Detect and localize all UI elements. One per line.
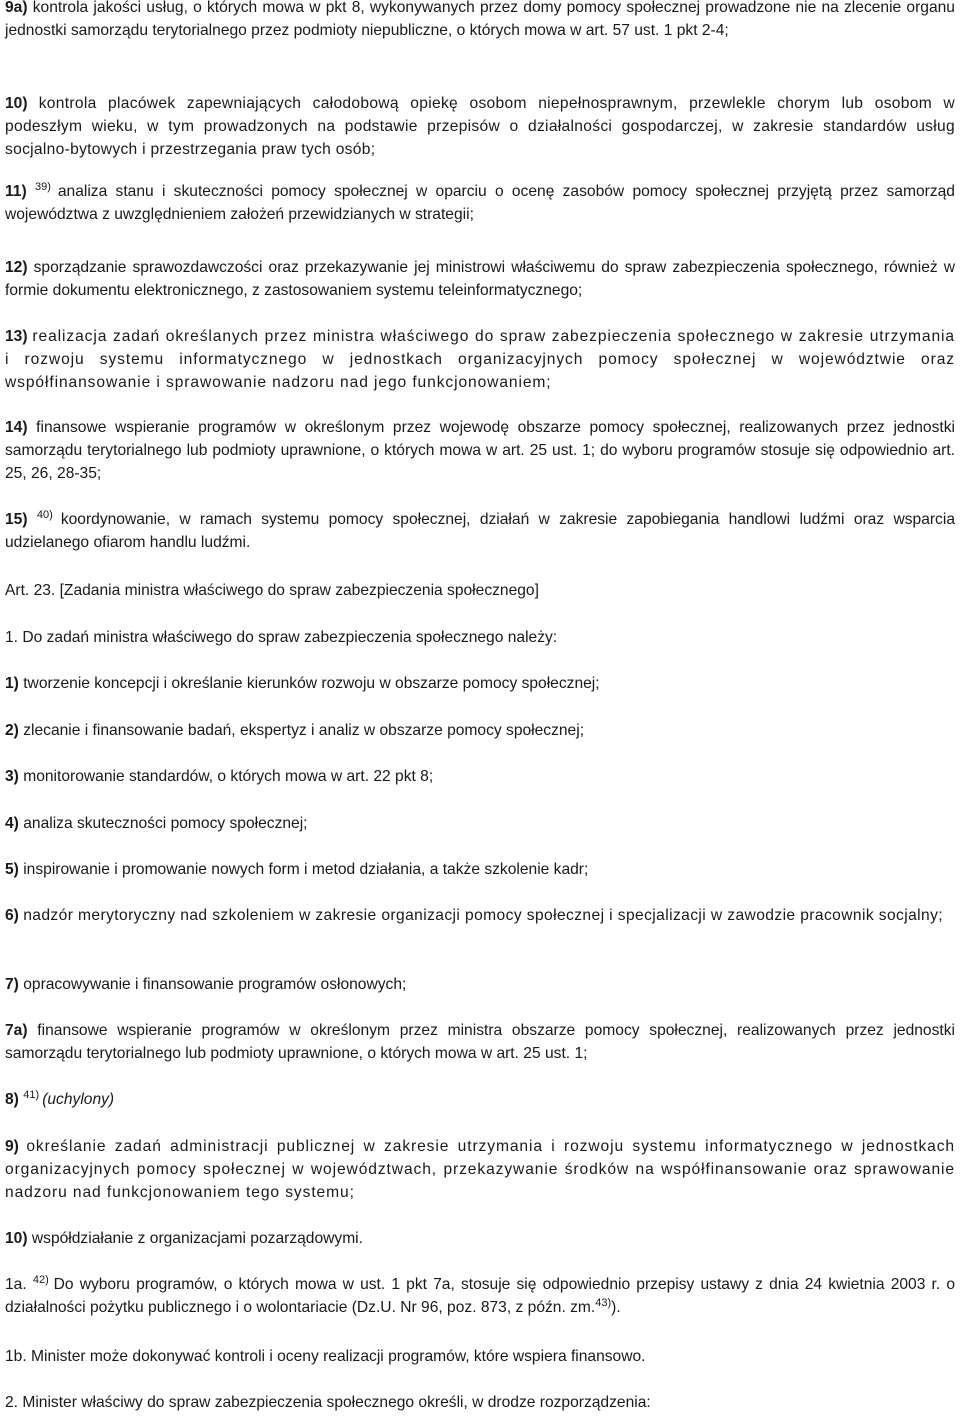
item-2 bbox=[5, 719, 955, 742]
article-title: Art. 23. [Zadania ministra właściwego do spraw zabezpieczenia społecznego] bbox=[5, 582, 539, 599]
item-number: 9) bbox=[5, 1138, 19, 1155]
section-1b bbox=[5, 1345, 955, 1368]
item-4 bbox=[5, 812, 955, 835]
item-text: (uchylony) bbox=[42, 1091, 115, 1108]
item-text: 1b. Minister może dokonywać kontroli i oceny realizacji programów, które wspiera finansowo. bbox=[5, 1348, 646, 1365]
item-number: 9a) bbox=[5, 0, 28, 16]
item-text: analiza stanu i skuteczności pomocy społecznej w oparciu o ocenę zasobów pomocy społecznej przyjętą przez samorząd województwa z uwzględnieniem założeń przewidzianych w strategii; bbox=[5, 183, 955, 223]
item-3 bbox=[5, 765, 955, 788]
item-text: analiza skuteczności pomocy społecznej; bbox=[23, 815, 308, 832]
item-text: kontrola placówek zapewniających całodobową opiekę osobom niepełnosprawnym, przewlekle chorym lub osobom w podeszłym wieku, w tym prowadzonych na podstawie przepisów o działalności gospodarczej, w zakresie standardów usług socjalno-bytowych i przestrzegania praw tych osób; bbox=[5, 95, 955, 158]
item-1 bbox=[5, 672, 955, 695]
item-text: określanie zadań administracji publicznej w zakresie utrzymania i rozwoju systemu informatycznego w jednostkach organizacyjnych pomocy społecznej w województwach, przekazywanie środków na współfinansowanie oraz sprawowanie nadzoru nad funkcjonowaniem tego systemu; bbox=[5, 1138, 955, 1201]
item-number: 10) bbox=[5, 95, 28, 112]
item-text: 1. Do zadań ministra właściwego do spraw zabezpieczenia społecznego należy: bbox=[5, 629, 558, 646]
footnote-ref-2: 43) bbox=[595, 1297, 612, 1309]
item-text: Do wyboru programów, o których mowa w ust. 1 pkt 7a, stosuje się odpowiednio przepisy ustawy z dnia 24 kwietnia 2003 r. o działalności pożytku publicznego i o wolontariacie (Dz.U. Nr 96, poz. 873, z późn. zm. bbox=[5, 1276, 956, 1316]
item-text: inspirowanie i promowanie nowych form i metod działania, a także szkolenie kadr; bbox=[23, 861, 589, 878]
item-number: 5) bbox=[5, 861, 19, 878]
item-text: współdziałanie z organizacjami pozarządowymi. bbox=[31, 1230, 363, 1247]
item-number: 8) bbox=[5, 1091, 19, 1108]
item-text: finansowe wspieranie programów w określonym przez ministra obszarze pomocy społecznej, realizowanych przez jednostki samorządu terytorialnego lub podmioty uprawnione, o których mowa w art. 25 ust. 1; bbox=[5, 1022, 955, 1062]
paragraph-12 bbox=[5, 256, 955, 302]
item-number: 6) bbox=[5, 907, 19, 924]
item-text: koordynowanie, w ramach systemu pomocy społecznej, działań w zakresie zapobiegania handlowi ludźmi oraz wsparcia udzielanego ofiarom handlu ludźmi. bbox=[5, 511, 955, 551]
item-tail: ). bbox=[611, 1299, 621, 1316]
paragraph-15 bbox=[5, 508, 955, 554]
item-9 bbox=[5, 1135, 955, 1204]
paragraph-13 bbox=[5, 325, 955, 394]
item-7 bbox=[5, 973, 955, 996]
item-text: tworzenie koncepcji i określanie kierunków rozwoju w obszarze pomocy społecznej; bbox=[23, 675, 600, 692]
item-number: 11) bbox=[5, 183, 27, 200]
item-text: 2. Minister właściwy do spraw zabezpieczenia społecznego określi, w drodze rozporządzenia: bbox=[5, 1394, 651, 1411]
item-text: monitorowanie standardów, o których mowa w art. 22 pkt 8; bbox=[23, 768, 434, 785]
section-2 bbox=[5, 1391, 955, 1414]
footnote-ref: 39) bbox=[34, 181, 51, 193]
item-text: finansowe wspieranie programów w określonym przez wojewodę obszarze pomocy społecznej, realizowanych przez jednostki samorządu terytorialnego lub podmioty uprawnione, o których mowa w art. 25 ust. 1; do wyboru programów stosuje się odpowiednio art. 25, 26, 28-35; bbox=[5, 419, 955, 482]
article-heading bbox=[5, 579, 955, 602]
footnote-ref: 42) bbox=[32, 1274, 49, 1286]
paragraph-14 bbox=[5, 416, 955, 485]
item-number: 4) bbox=[5, 815, 19, 832]
item-10 bbox=[5, 1227, 955, 1250]
paragraph-11 bbox=[5, 180, 955, 226]
item-number: 3) bbox=[5, 768, 19, 785]
item-number: 2) bbox=[5, 722, 19, 739]
item-5 bbox=[5, 858, 955, 881]
section-1a bbox=[5, 1273, 955, 1319]
item-6 bbox=[5, 904, 955, 927]
item-number: 15) bbox=[5, 511, 28, 528]
item-number: 12) bbox=[5, 259, 28, 276]
item-number: 14) bbox=[5, 419, 28, 436]
item-number: 1) bbox=[5, 675, 19, 692]
item-text: zlecanie i finansowanie badań, ekspertyz i analiz w obszarze pomocy społecznej; bbox=[23, 722, 585, 739]
footnote-ref: 40) bbox=[36, 509, 53, 521]
item-number: 7) bbox=[5, 976, 19, 993]
item-7a bbox=[5, 1019, 955, 1065]
item-8 bbox=[5, 1088, 955, 1111]
item-number: 10) bbox=[5, 1230, 28, 1247]
paragraph-10 bbox=[5, 92, 955, 161]
section-number: 1a. bbox=[5, 1276, 27, 1293]
item-text: opracowywanie i finansowanie programów osłonowych; bbox=[23, 976, 407, 993]
item-text: sporządzanie sprawozdawczości oraz przekazywanie jej ministrowi właściwemu do spraw zabezpieczenia społecznego, również w formie dokumentu elektronicznego, z zastosowaniem systemu teleinformatycznego; bbox=[5, 259, 955, 299]
item-text: kontrola jakości usług, o których mowa w pkt 8, wykonywanych przez domy pomocy społecznej prowadzone nie na zlecenie organu jednostki samorządu terytorialnego przez podmioty niepubliczne, o których mowa w art. 57 ust. 1 pkt 2-4; bbox=[5, 0, 955, 39]
paragraph-9a bbox=[5, 0, 955, 42]
section-1-intro bbox=[5, 626, 955, 649]
item-number: 7a) bbox=[5, 1022, 28, 1039]
item-text: realizacja zadań określanych przez ministra właściwego do spraw zabezpieczenia społecznego w zakresie utrzymania i rozwoju systemu informatycznego w jednostkach organizacyjnych pomocy społecznej w województwie oraz współfinansowanie i sprawowanie nadzoru nad jego funkcjonowaniem; bbox=[5, 328, 955, 391]
item-number: 13) bbox=[5, 328, 28, 345]
footnote-ref: 41) bbox=[23, 1089, 40, 1101]
item-text: nadzór merytoryczny nad szkoleniem w zakresie organizacji pomocy społecznej i specjalizacji w zawodzie pracownik socjalny; bbox=[23, 907, 944, 924]
